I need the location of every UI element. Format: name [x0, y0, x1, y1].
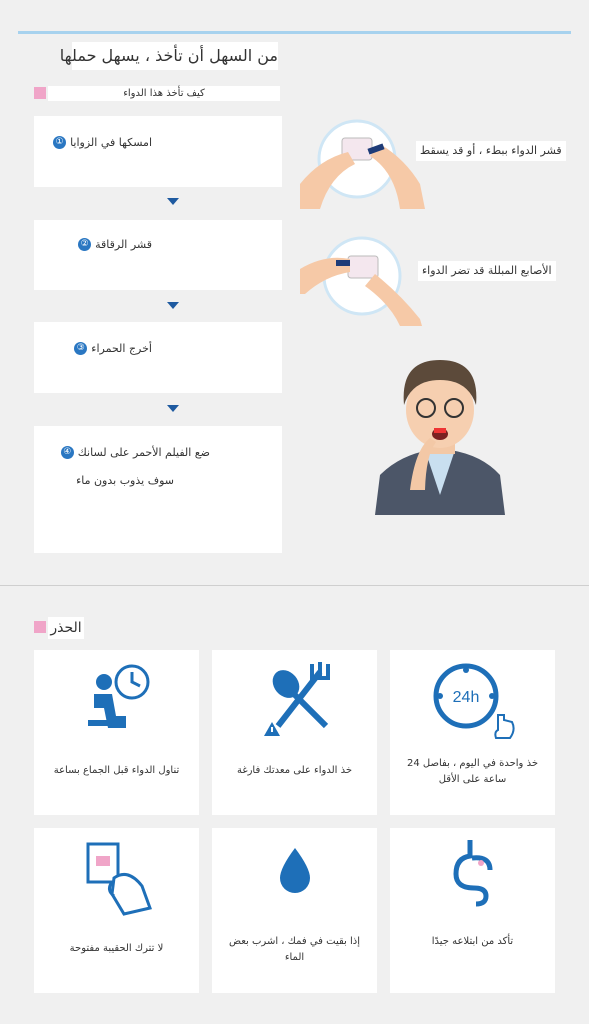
- down-arrow-icon: [167, 302, 179, 309]
- howto-label: كيف تأخذ هذا الدواء: [48, 86, 280, 101]
- caution-card: [212, 828, 377, 993]
- person-clock-icon: [82, 660, 157, 735]
- spoon-fork-warning-icon: [254, 660, 334, 740]
- caution-card-text: خذ الدواء على معدتك فارغة: [236, 765, 353, 776]
- stomach-icon: [450, 838, 500, 910]
- caution-card: [390, 828, 555, 993]
- step-number: ②: [78, 238, 91, 251]
- caution-card: [390, 650, 555, 815]
- down-arrow-icon: [167, 198, 179, 205]
- hand-pouch-icon: [84, 838, 154, 918]
- step-number: ④: [61, 446, 74, 459]
- section-divider: [0, 585, 589, 586]
- section-marker: [34, 621, 46, 633]
- top-divider-line: [18, 31, 571, 34]
- step-text: امسكها في الزوايا ①: [53, 136, 152, 149]
- water-drop-icon: [278, 846, 312, 896]
- step-card-4: [34, 426, 282, 553]
- caution-card-text: خذ واحدة في اليوم ، بفاصل 24 ساعة على الأقل: [406, 758, 538, 785]
- callout-text: قشر الدواء ببطء ، أو قد يسقط: [416, 141, 566, 161]
- svg-text:24h: 24h: [452, 689, 480, 706]
- caution-card-text: تأكد من ابتلاعه جيدًا: [431, 936, 514, 947]
- down-arrow-icon: [167, 405, 179, 412]
- caution-card-text: إذا بقيت في فمك ، اشرب بعض الماء: [228, 936, 361, 963]
- step-text: أخرج الحمراء ③: [74, 342, 152, 355]
- man-taking-medicine-illustration: [370, 350, 510, 515]
- caution-card: [34, 828, 199, 993]
- step-card-3: [34, 322, 282, 393]
- caution-card-text: لا تترك الحقيبة مفتوحة: [69, 943, 164, 954]
- 24h-clock-icon: [430, 660, 520, 745]
- step-text: ضع الفيلم الأحمر على لسانك ④: [61, 446, 210, 459]
- peel-hands-illustration: [300, 114, 425, 214]
- step-card-2: [34, 220, 282, 290]
- step-number: ③: [74, 342, 87, 355]
- caution-label: الحذر: [48, 617, 84, 639]
- page-title: من السهل أن تأخذ ، يسهل حملها: [72, 42, 278, 70]
- step-text: قشر الرقاقة ②: [78, 238, 152, 251]
- callout-text: الأصابع المبللة قد تضر الدواء: [418, 261, 556, 281]
- caution-card: [212, 650, 377, 815]
- wet-fingers-illustration: [300, 234, 425, 329]
- section-marker: [34, 87, 46, 99]
- step-number: ①: [53, 136, 66, 149]
- caution-card: [34, 650, 199, 815]
- step-subtext: سوف يذوب بدون ماء: [76, 474, 174, 487]
- caution-card-text: تناول الدواء قبل الجماع بساعة: [53, 765, 180, 776]
- step-card-1: [34, 116, 282, 187]
